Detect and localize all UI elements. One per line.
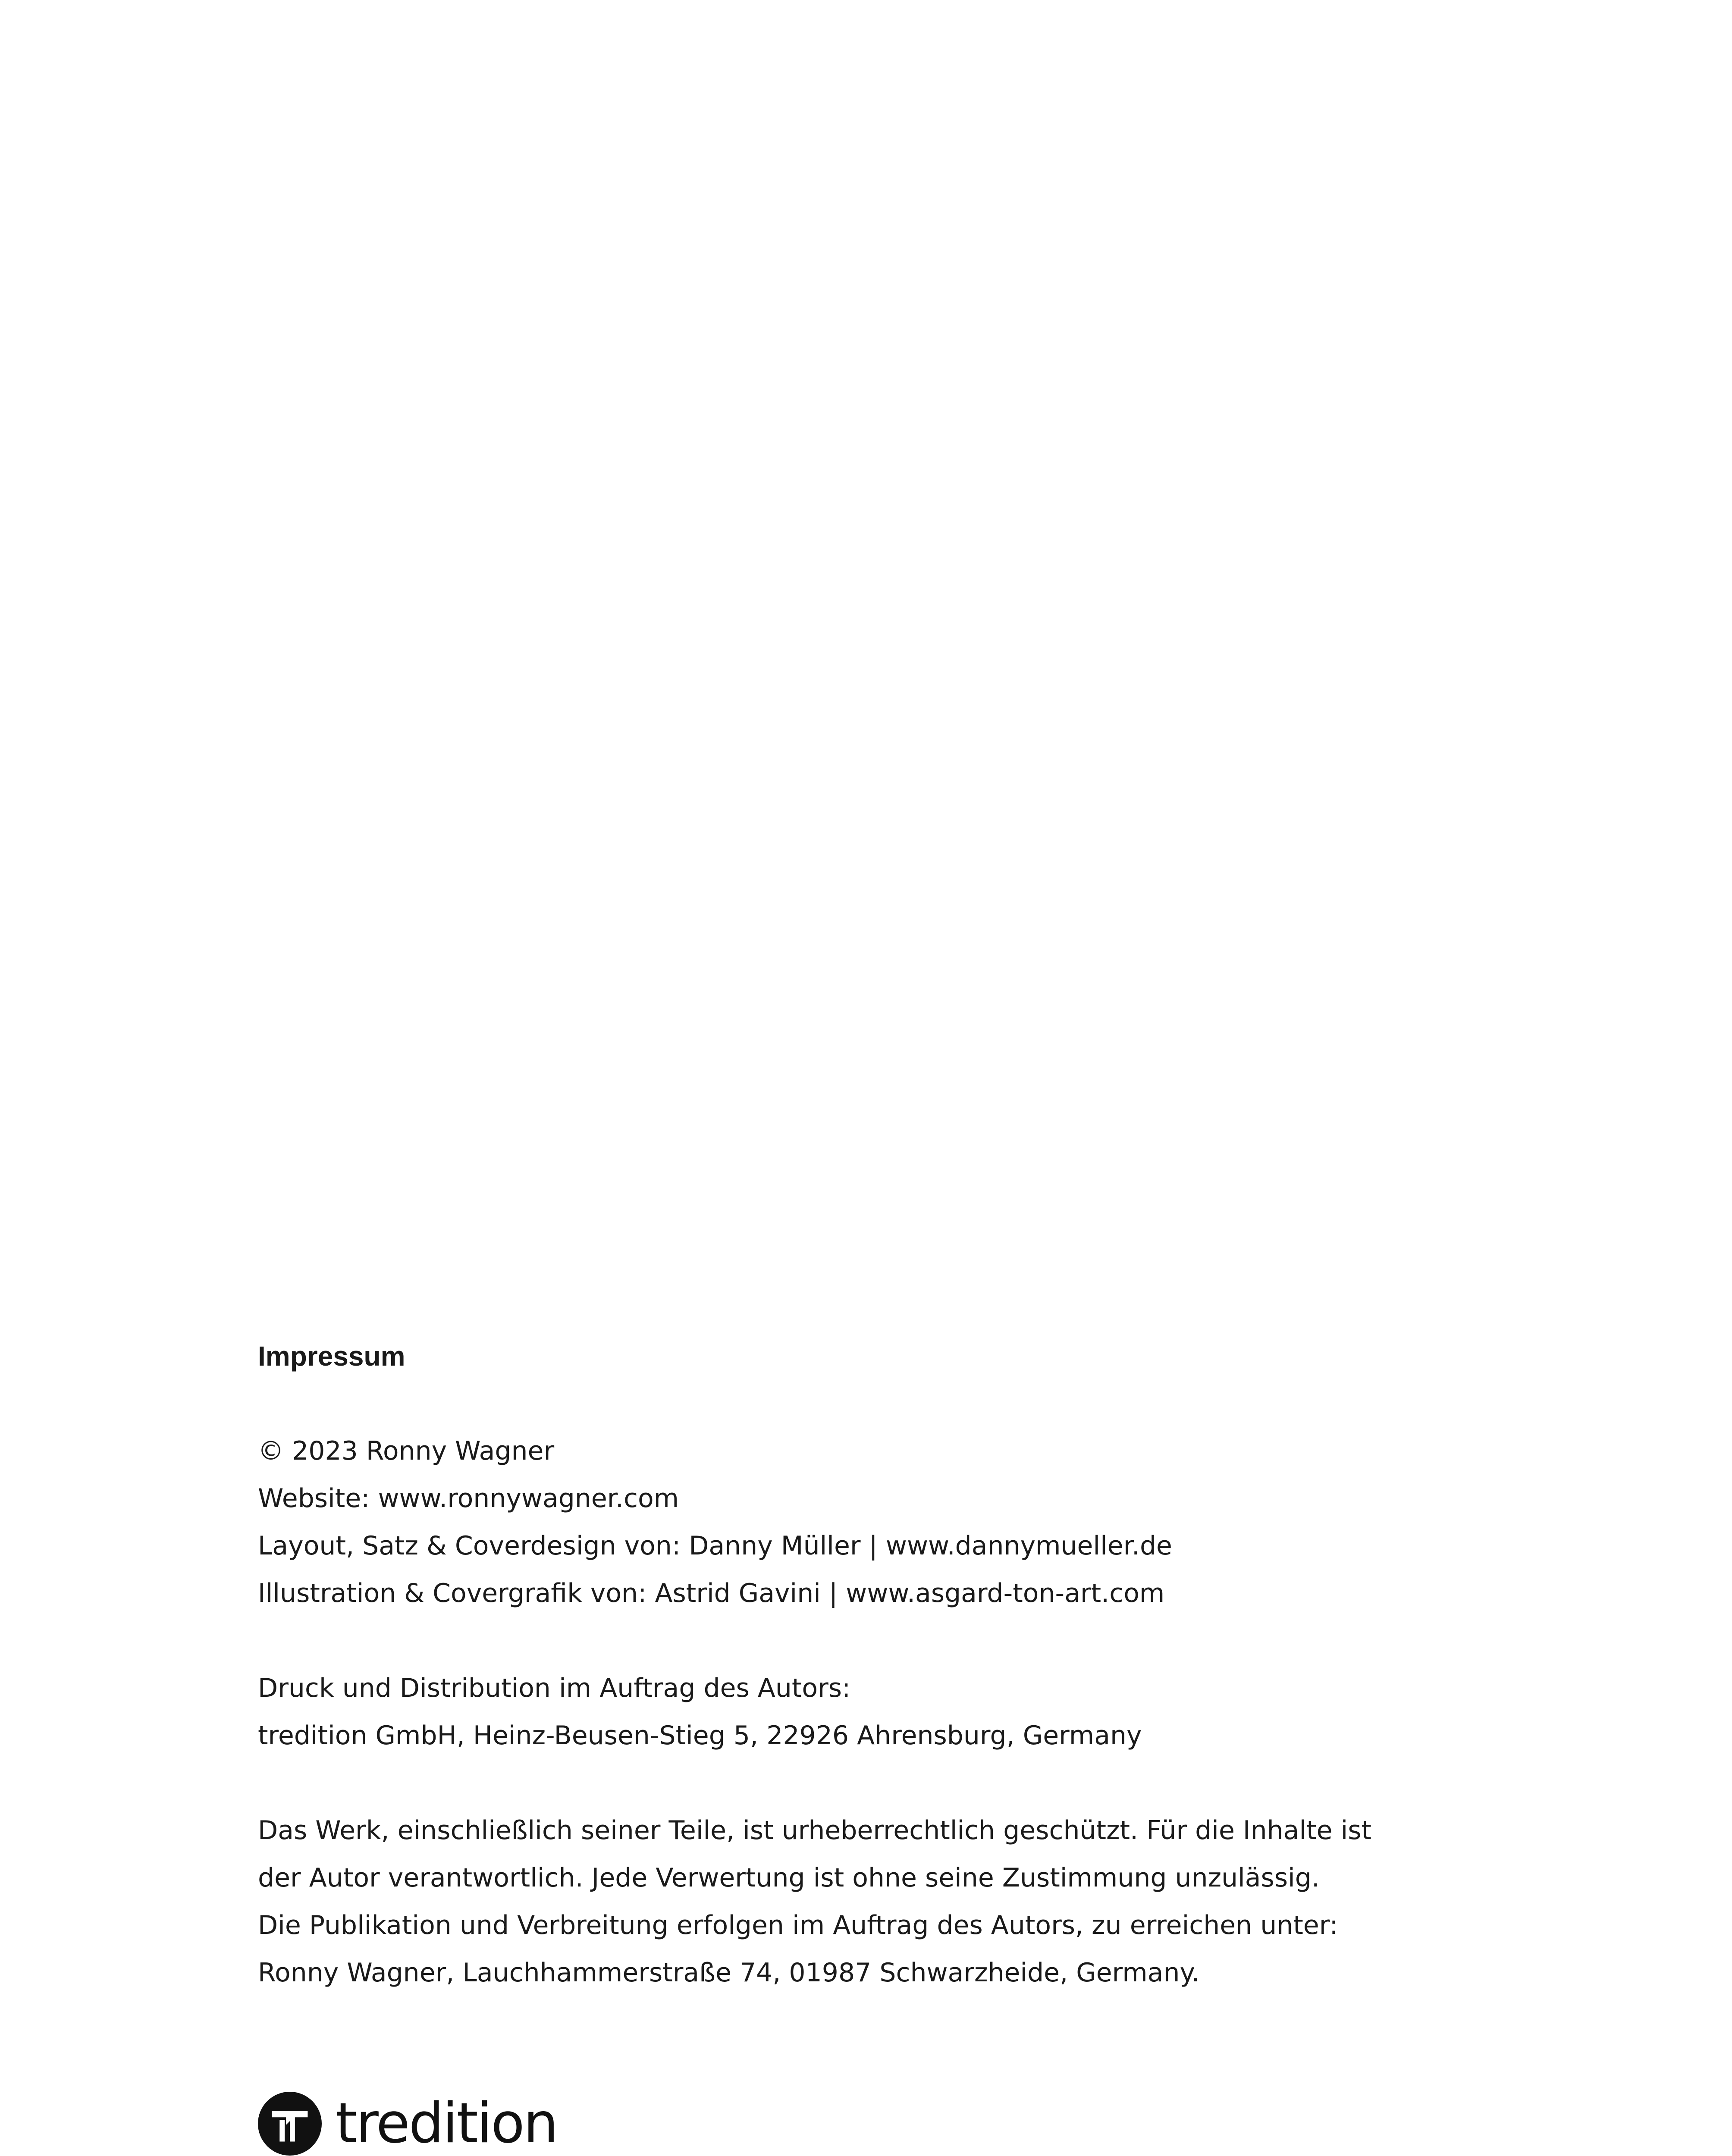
tredition-wordmark: tredition [336,2091,557,2156]
tredition-logo-icon [258,2092,322,2156]
legal-notice-block [258,1807,1422,1996]
distribution-block [258,1664,1422,1759]
legal-notice-line: Das Werk, einschließlich seiner Teile, ist urheberrechtlich geschützt. Für die Inhalte ist [258,1815,1372,1846]
legal-notice-line: Die Publikation und Verbreitung erfolgen im Auftrag des Autors, zu erreichen unter: [258,1910,1338,1940]
legal-notice-line: der Autor verantwortlich. Jede Verwertung ist ohne seine Zustimmung unzulässig. [258,1863,1320,1893]
illustration-credit-line: Illustration & Covergrafik von: Astrid Gavini | www.asgard-ton-art.com [258,1578,1165,1608]
copyright-line: © 2023 Ronny Wagner [258,1436,555,1466]
layout-credit-line: Layout, Satz & Coverdesign von: Danny Müller | www.dannymueller.de [258,1531,1172,1561]
distribution-address: tredition GmbH, Heinz-Beusen-Stieg 5, 22926 Ahrensburg, Germany [258,1720,1142,1751]
imprint-section [258,1332,1422,1996]
legal-notice-line: Ronny Wagner, Lauchhammerstraße 74, 01987 Schwarzheide, Germany. [258,1958,1200,1988]
imprint-heading: Impressum [258,1341,405,1372]
credits-block [258,1427,1422,1617]
publisher-logo [258,2091,557,2156]
website-line: Website: www.ronnywagner.com [258,1483,679,1514]
distribution-label: Druck und Distribution im Auftrag des Autors: [258,1673,851,1703]
